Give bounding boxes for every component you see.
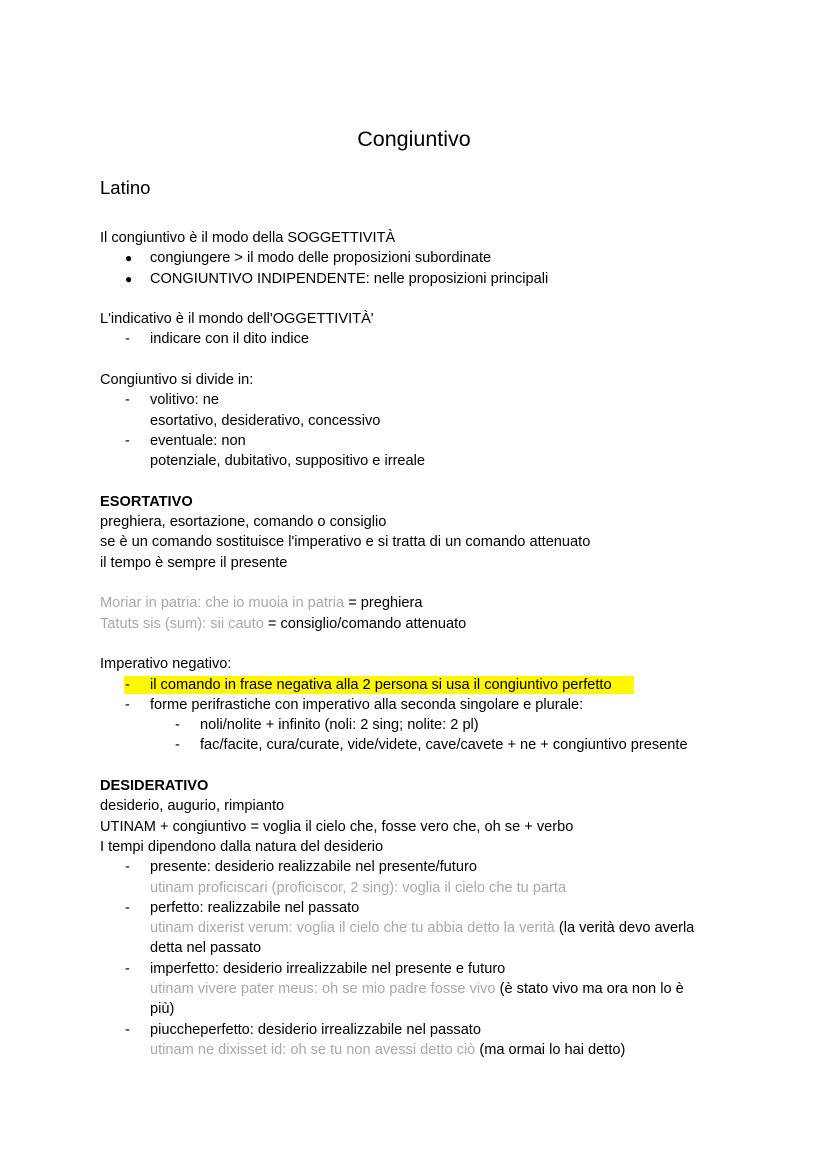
dash-icon: - [125, 960, 130, 977]
list-item: - eventuale: non [100, 431, 740, 451]
example-line [100, 593, 740, 613]
list-item-sub: potenziale, dubitativo, suppositivo e irreale [150, 453, 426, 470]
esortativo-line: preghiera, esortazione, comando o consiglio [100, 514, 387, 531]
dash-icon: - [125, 859, 130, 876]
dash-icon: - [175, 717, 180, 734]
list-item: - imperfetto: desiderio irrealizzabile nel presente e futuro [100, 959, 740, 979]
imperativo-line: Imperativo negativo: [100, 656, 232, 673]
latin-example: Moriar in patria: che io muoia in patria [100, 595, 345, 612]
dash-icon: - [125, 676, 130, 693]
example-note: (ma ormai lo hai detto) [475, 1041, 626, 1058]
desiderativo-line: I tempi dipendono dalla natura del desiderio [100, 838, 384, 855]
example-note: (la verità devo averla [554, 920, 695, 937]
esortativo-heading: ESORTATIVO [100, 493, 193, 510]
latin-example: utinam dixerist verum: voglia il cielo che tu abbia detto la verità [150, 920, 555, 937]
dash-icon: - [125, 432, 130, 449]
desiderativo-heading: DESIDERATIVO [100, 778, 209, 795]
example-line [100, 614, 740, 634]
list-item-sub: esortativo, desiderativo, concessivo [150, 412, 381, 429]
dash-icon: - [125, 331, 130, 348]
desiderativo-line: desiderio, augurio, rimpianto [100, 798, 285, 815]
indicativo-line: L'indicativo è il mondo dell'OGGETTIVITÀ' [100, 311, 374, 328]
divide-line: Congiuntivo si divide in: [100, 372, 254, 389]
latin-example: Tatuts sis (sum): sii cauto [100, 615, 264, 632]
dash-icon: - [125, 899, 130, 916]
example-line [100, 918, 740, 938]
intro-line: Il congiuntivo è il modo della SOGGETTIVITÀ [100, 230, 396, 246]
dash-icon: - [125, 392, 130, 409]
latin-example: utinam ne dixisset id: oh se tu non avessi detto ciò [150, 1041, 476, 1058]
example-note-cont: più) [150, 1001, 175, 1018]
latin-example: utinam vivere pater meus: oh se mio padre fosse vivo [150, 980, 496, 997]
latin-example: utinam proficiscari (proficiscor, 2 sing): voglia il cielo che tu parta [150, 879, 567, 896]
page-title: Congiuntivo [357, 127, 471, 151]
example-note-cont: detta nel passato [150, 940, 262, 957]
example-note: = preghiera [344, 595, 423, 612]
list-item: - noli/nolite + infinito (noli: 2 sing; nolite: 2 pl) [100, 715, 740, 735]
list-item: ● CONGIUNTIVO INDIPENDENTE: nelle proposizioni principali [100, 269, 740, 289]
esortativo-line: il tempo è sempre il presente [100, 554, 288, 571]
bullet-icon: ● [125, 251, 133, 266]
esortativo-line: se è un comando sostituisce l'imperativo e si tratta di un comando attenuato [100, 534, 591, 551]
list-item: - perfetto: realizzabile nel passato [100, 898, 740, 918]
bullet-icon: ● [125, 271, 133, 286]
list-item: - forme perifrastiche con imperativo alla seconda singolare e plurale: [100, 695, 740, 715]
list-item: - volitivo: ne [100, 390, 740, 410]
section-heading: Latino [100, 177, 151, 198]
desiderativo-line: UTINAM + congiuntivo = voglia il cielo che, fosse vero che, oh se + verbo [100, 818, 574, 835]
list-item: - fac/facite, cura/curate, vide/videte, cave/cavete + ne + congiuntivo presente [100, 735, 740, 755]
dash-icon: - [125, 696, 130, 713]
document-body [100, 228, 740, 1060]
list-item: - indicare con il dito indice [100, 329, 740, 349]
example-note: = consiglio/comando attenuato [263, 615, 467, 632]
list-item: - piuccheperfetto: desiderio irrealizzabile nel passato [100, 1020, 740, 1040]
example-note: (è stato vivo ma ora non lo è [495, 980, 684, 997]
dash-icon: - [175, 737, 180, 754]
list-item: ● congiungere > il modo delle proposizioni subordinate [100, 248, 740, 268]
highlighted-list-item: - il comando in frase negativa alla 2 persona si usa il congiuntivo perfetto [100, 675, 740, 695]
dash-icon: - [125, 1021, 130, 1038]
list-item: - presente: desiderio realizzabile nel presente/futuro [100, 857, 740, 877]
example-line [100, 1040, 740, 1060]
example-line [100, 979, 740, 999]
